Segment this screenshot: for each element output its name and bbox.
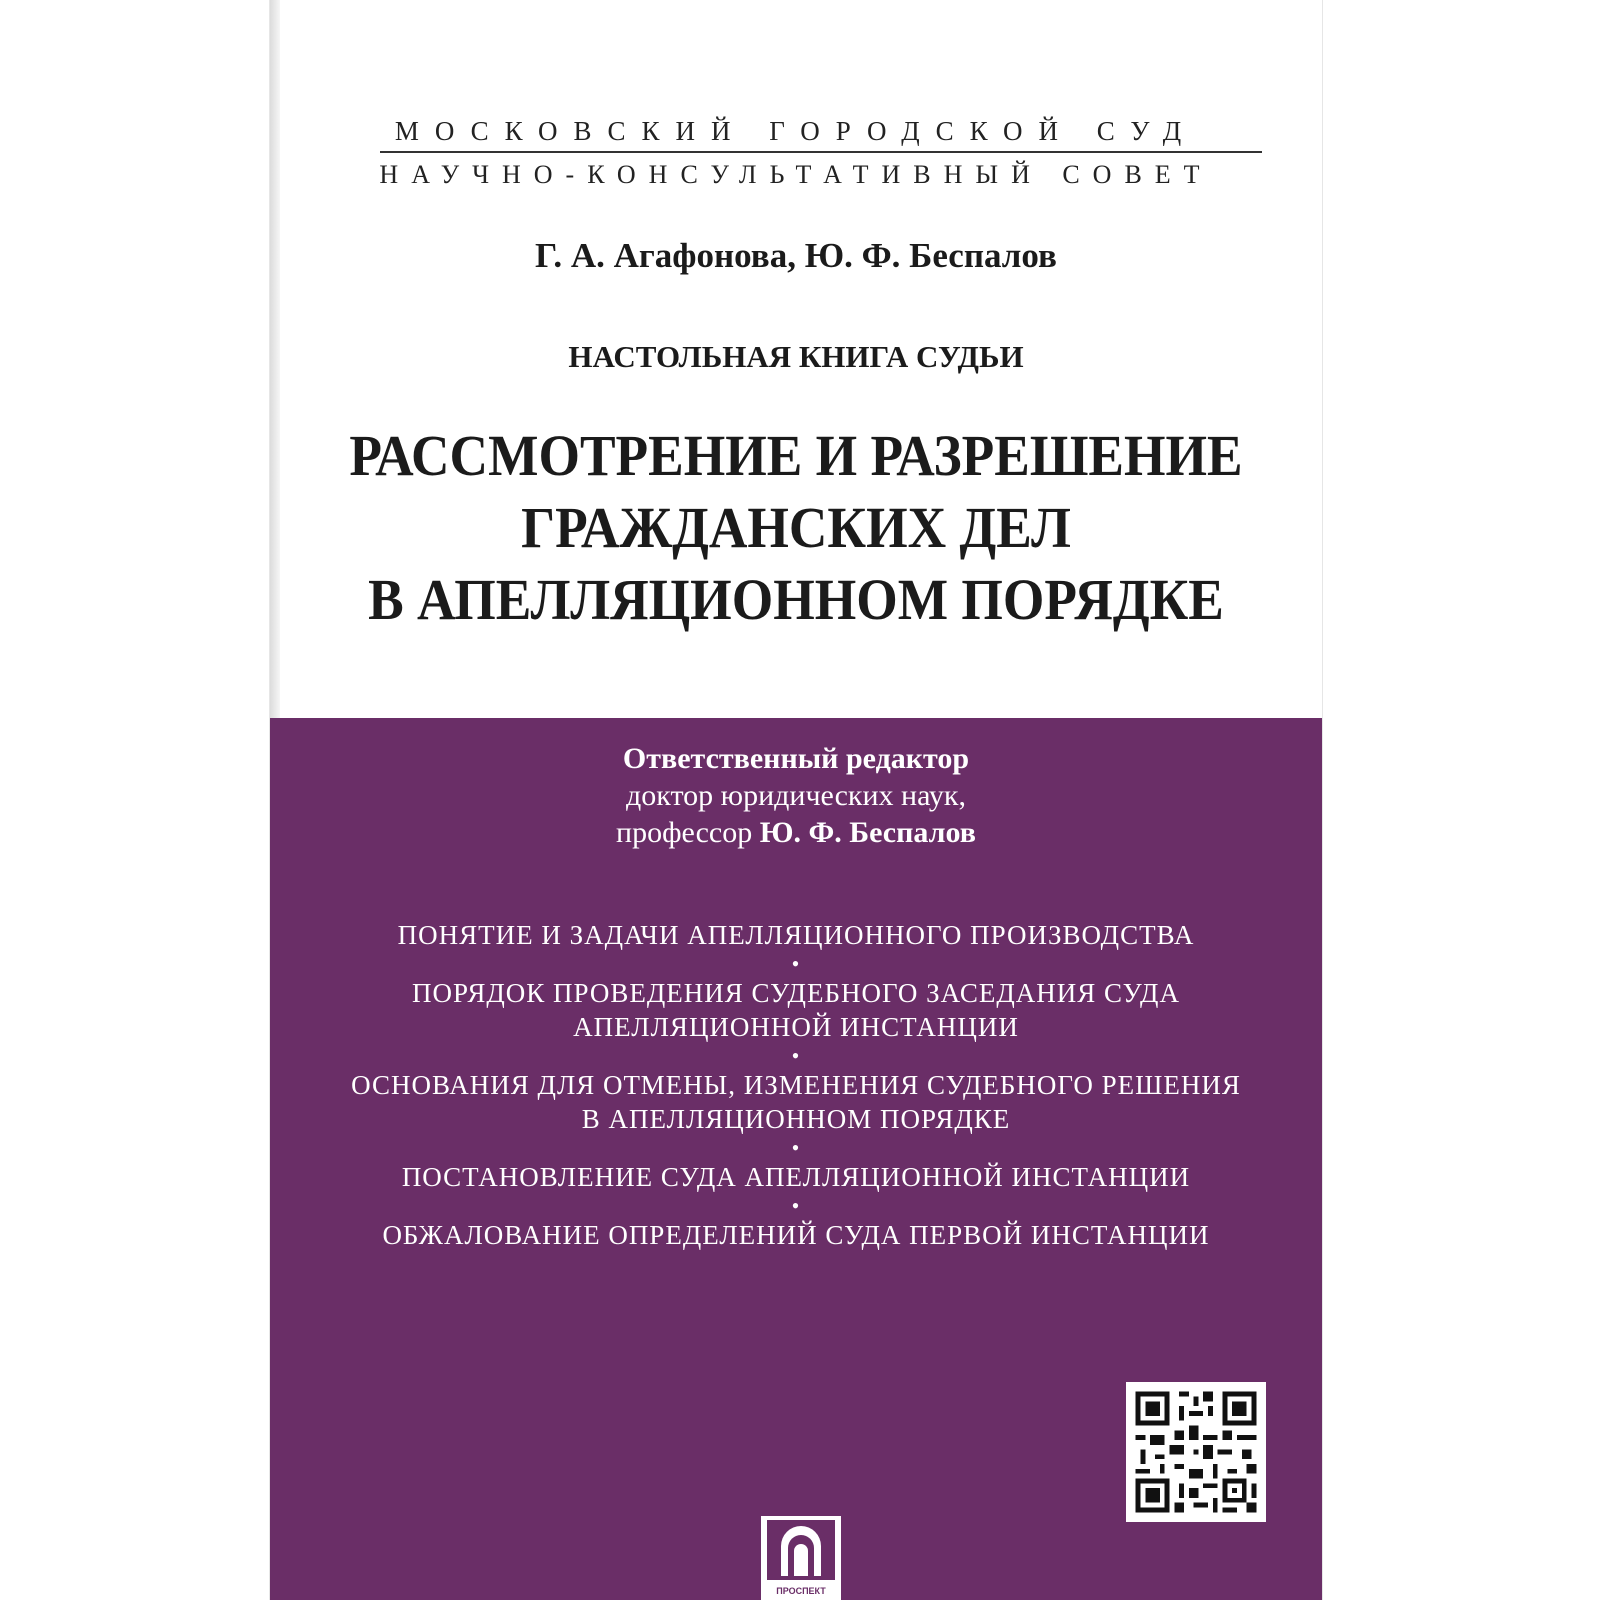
court-name: МОСКОВСКИЙ ГОРОДСКОЙ СУД bbox=[394, 116, 1198, 146]
book-title-line: РАССМОТРЕНИЕ И РАЗРЕШЕНИЕ bbox=[349, 423, 1243, 488]
topic-bullet: • bbox=[791, 1043, 801, 1068]
book-title-line: В АПЕЛЛЯЦИОННОМ ПОРЯДКЕ bbox=[368, 567, 1224, 632]
editor-line bbox=[270, 814, 1322, 851]
publisher-logo-icon bbox=[761, 1516, 841, 1600]
book-title-line: ГРАЖДАНСКИХ ДЕЛ bbox=[521, 495, 1071, 560]
editor-role: Ответственный редактор bbox=[622, 742, 970, 775]
topic-item: АПЕЛЛЯЦИОННОЙ ИНСТАНЦИИ bbox=[573, 1012, 1019, 1042]
topic-item: ОСНОВАНИЯ ДЛЯ ОТМЕНЫ, ИЗМЕНЕНИЯ СУДЕБНОГО РЕШЕНИЯ bbox=[351, 1070, 1241, 1100]
topic-bullet: • bbox=[791, 951, 801, 976]
authors: Г. А. Агафонова, Ю. Ф. Беспалов bbox=[535, 236, 1057, 275]
editor-name: Ю. Ф. Беспалов bbox=[759, 816, 976, 849]
topic-bullet: • bbox=[791, 1135, 801, 1160]
topic-item: ПОРЯДОК ПРОВЕДЕНИЯ СУДЕБНОГО ЗАСЕДАНИЯ СУДА bbox=[412, 978, 1180, 1008]
editor-degree: доктор юридических наук, bbox=[626, 779, 966, 812]
qr-code-icon bbox=[1126, 1382, 1266, 1522]
series-title: НАСТОЛЬНАЯ КНИГА СУДЬИ bbox=[568, 339, 1024, 374]
topic-item: В АПЕЛЛЯЦИОННОМ ПОРЯДКЕ bbox=[581, 1104, 1011, 1134]
topic-item: ОБЖАЛОВАНИЕ ОПРЕДЕЛЕНИЙ СУДА ПЕРВОЙ ИНСТАНЦИИ bbox=[382, 1220, 1210, 1250]
editor-block bbox=[270, 740, 1322, 851]
topic-bullet: • bbox=[791, 1193, 801, 1218]
topics-list bbox=[270, 918, 1322, 1252]
publisher-name: ПРОСПЕКТ bbox=[776, 1586, 826, 1596]
topic-item: ПОСТАНОВЛЕНИЕ СУДА АПЕЛЛЯЦИОННОЙ ИНСТАНЦИИ bbox=[401, 1162, 1191, 1192]
council-name: НАУЧНО-КОНСУЛЬТАТИВНЫЙ СОВЕТ bbox=[379, 160, 1213, 189]
editor-title-prefix: профессор bbox=[616, 816, 753, 849]
book-title bbox=[312, 420, 1280, 636]
topic-item: ПОНЯТИЕ И ЗАДАЧИ АПЕЛЛЯЦИОННОГО ПРОИЗВОДСТВА bbox=[397, 920, 1195, 950]
book-cover bbox=[270, 0, 1322, 1600]
header-divider bbox=[380, 151, 1262, 153]
